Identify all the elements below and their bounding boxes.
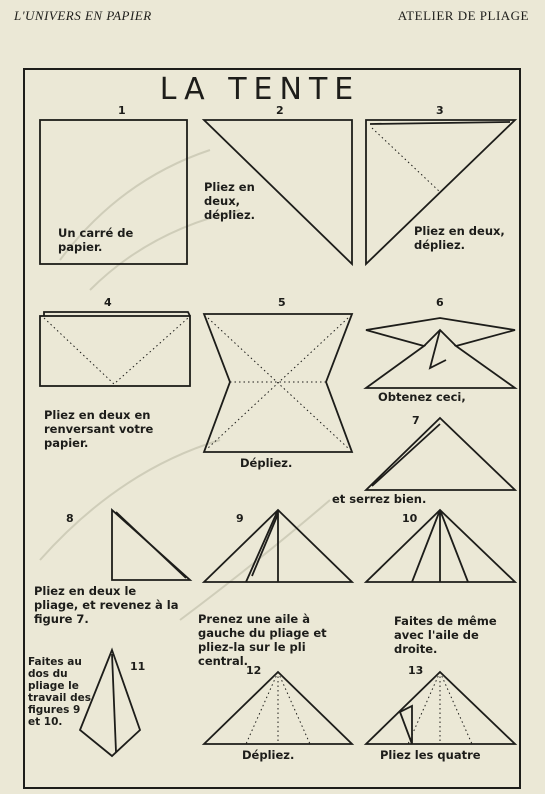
step-number: 10 [402,512,418,525]
figure-9 [204,510,352,582]
running-head-left: L'UNIVERS EN PAPIER [14,8,152,23]
step-number: 5 [278,296,286,309]
step-number: 1 [118,104,126,117]
figure-4 [40,312,190,386]
background-foliage [40,150,330,620]
figure-13 [366,672,515,744]
running-head-right: ATELIER DE PLIAGE [397,8,529,23]
step-number: 2 [276,104,284,117]
step-caption: Faites au dos du pliage le travail des figures 9 et 10. [28,656,91,728]
figure-8 [112,510,190,580]
step-caption: Dépliez. [242,748,295,762]
step-number: 8 [66,512,74,525]
step-caption: et serrez bien. [332,492,427,506]
step-number: 11 [130,660,146,673]
step-number: 7 [412,414,420,427]
figure-10 [366,510,515,582]
step-caption: Un carré de papier. [58,226,134,254]
step-caption: Obtenez ceci, [378,390,466,404]
figure-6 [366,318,515,388]
step-caption: Pliez en deux, dépliez. [204,180,256,222]
step-caption: Dépliez. [240,456,293,470]
step-number: 9 [236,512,244,525]
step-caption: Pliez en deux, dépliez. [414,224,505,252]
figure-7 [366,418,515,490]
step-number: 4 [104,296,112,309]
step-caption: Pliez les quatre [380,748,481,762]
step-caption: Prenez une aile à gauche du pliage et pliez-la sur le pli central. [198,612,327,668]
figure-5 [204,314,352,452]
step-number: 6 [436,296,444,309]
step-caption: Pliez en deux le pliage, et revenez à la figure 7. [34,584,179,626]
page-title: LA TENTE [159,72,361,107]
step-number: 3 [436,104,444,117]
figure-12 [204,672,352,744]
step-number: 13 [408,664,424,677]
step-caption: Faites de même avec l'aile de droite. [394,614,497,656]
step-number: 12 [246,664,262,677]
step-caption: Pliez en deux en renversant votre papier. [44,408,154,450]
